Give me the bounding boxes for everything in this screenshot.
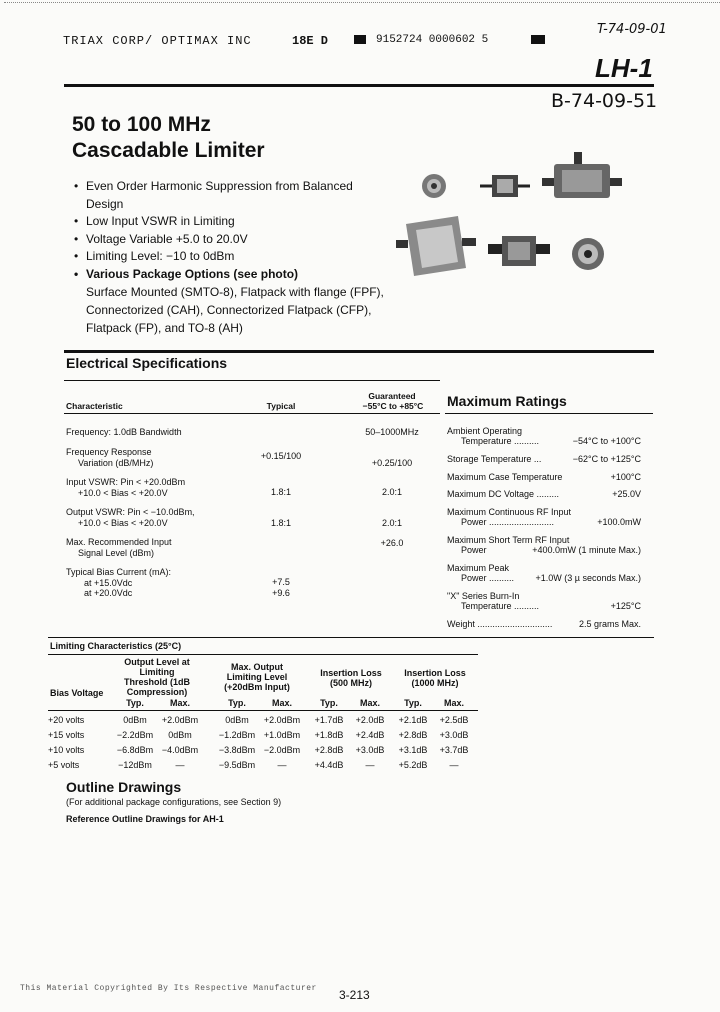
- max-output-max-cell: —: [277, 760, 287, 770]
- il1000-typ-cell: +2.8dB: [398, 730, 428, 740]
- spec-guaranteed: +0.25/100: [371, 458, 413, 468]
- rating-label: Power ..........................: [461, 517, 555, 527]
- il500-max-cell: +2.0dB: [355, 715, 385, 725]
- barcode-number: 9152724 0000602 5: [376, 34, 489, 46]
- spec-label: at +20.0Vdc: [84, 588, 133, 598]
- bias-voltage-cell: +15 volts: [48, 730, 85, 740]
- threshold-max-cell: —: [175, 760, 185, 770]
- page-number: 3-213: [339, 988, 370, 1002]
- package-line: Connectorized (CAH), Connectorized Flatpack (CFP),: [86, 303, 372, 317]
- rating-value: −62°C to +125°C: [572, 454, 641, 464]
- rating-row: [447, 472, 641, 482]
- company-name: TRIAX CORP/ OPTIMAX INC: [63, 34, 252, 48]
- section-rule-thin: [64, 380, 440, 381]
- spec-label: +10.0 < Bias < +20.0V: [78, 487, 168, 498]
- spec-label: Input VSWR: Pin < +20.0dBm: [66, 477, 186, 487]
- rating-label: Weight ..............................: [447, 619, 553, 629]
- feature-item: • Even Order Harmonic Suppression from Balanced Design: [74, 178, 374, 213]
- threshold-max-cell: 0dBm: [168, 730, 192, 740]
- rating-label: Power ..........: [461, 573, 515, 583]
- barcode-mark-left: [354, 35, 366, 44]
- feature-item: • Voltage Variable +5.0 to 20.0V: [74, 231, 374, 249]
- max-output-typ-cell: −1.2dBm: [218, 730, 256, 740]
- section-rule: [64, 350, 654, 353]
- spec-guaranteed: 50–1000MHz: [365, 427, 419, 437]
- feature-item: • Various Package Options (see photo): [74, 266, 374, 284]
- rating-label: Maximum Case Temperature: [447, 472, 563, 482]
- il1000-max-cell: +2.5dB: [439, 715, 469, 725]
- threshold-typ-cell: −6.8dBm: [116, 745, 154, 755]
- col-typ: Typ.: [320, 698, 338, 708]
- spec-label: Signal Level (dBm): [78, 547, 155, 558]
- rating-row: [447, 563, 641, 583]
- col-max: Max.: [271, 698, 292, 708]
- rating-value: +1.0W (3 µ seconds Max.): [535, 573, 641, 583]
- spec-label: +10.0 < Bias < +20.0V: [78, 517, 168, 528]
- rating-label: Maximum Peak: [447, 563, 510, 573]
- product-title-line2: Cascadable Limiter: [72, 139, 265, 162]
- il500-max-cell: +3.0dB: [355, 745, 385, 755]
- threshold-typ-cell: 0dBm: [123, 715, 147, 725]
- rating-label: Maximum Short Term RF Input: [447, 535, 570, 545]
- flatpack-package-icon: [480, 175, 530, 197]
- max-output-max-cell: +2.0dBm: [263, 715, 301, 725]
- il500-typ-cell: +4.4dB: [314, 760, 344, 770]
- limiting-heading: Limiting Characteristics (25°C): [50, 641, 182, 651]
- bias-voltage-cell: +5 volts: [48, 760, 80, 770]
- cfp-package-icon: [488, 236, 550, 266]
- spec-label: Typical Bias Current (mA):: [66, 567, 172, 577]
- rating-value: +400.0mW (1 minute Max.): [532, 545, 641, 555]
- rating-label: "X" Series Burn-In: [447, 591, 520, 601]
- rating-row: [447, 489, 641, 499]
- rating-label: Temperature ..........: [461, 436, 540, 446]
- scan-noise-top: [4, 2, 720, 9]
- col-guaranteed: Guaranteed: [368, 391, 416, 401]
- handwritten-code-top: T-74-09-01: [597, 22, 667, 37]
- package-line: Flatpack (FP), and TO-8 (AH): [86, 321, 243, 335]
- rating-row: [447, 454, 641, 464]
- threshold-max-cell: +2.0dBm: [161, 715, 199, 725]
- max-output-typ-cell: 0dBm: [225, 715, 249, 725]
- package-line: Surface Mounted (SMTO-8), Flatpack with flange (FPF),: [86, 285, 384, 299]
- threshold-max-cell: −4.0dBm: [161, 745, 199, 755]
- il500-typ-cell: +1.8dB: [314, 730, 344, 740]
- threshold-typ-cell: −2.2dBm: [116, 730, 154, 740]
- col-bias-voltage: Bias Voltage: [50, 688, 104, 698]
- col-typ: Typ.: [228, 698, 246, 708]
- copyright-notice: This Material Copyrighted By Its Respective Manufacturer: [20, 984, 317, 993]
- handwritten-code-sub: B-74-09-51: [551, 90, 658, 112]
- rating-value: +125°C: [610, 601, 641, 611]
- package-photo: [396, 148, 656, 288]
- spec-label: Frequency: 1.0dB Bandwidth: [66, 427, 182, 437]
- rating-label: Maximum Continuous RF Input: [447, 507, 572, 517]
- connectorized-package-icon: [542, 152, 622, 198]
- col-group-max-output: Max. Output Limiting Level (+20dBm Input): [224, 662, 290, 692]
- spec-label: Frequency Response: [66, 447, 152, 457]
- limiting-header-rule: [48, 710, 478, 711]
- col-guaranteed-range: −55°C to +85°C: [362, 401, 424, 411]
- limiting-top-rule: [48, 637, 654, 638]
- il1000-typ-cell: +5.2dB: [398, 760, 428, 770]
- model-number: LH-1: [595, 53, 653, 83]
- rating-label: Power: [461, 545, 487, 555]
- spec-label: Variation (dB/MHz): [78, 457, 154, 468]
- table-header-rule: [64, 413, 440, 414]
- rating-label: Storage Temperature ...: [447, 454, 542, 464]
- spec-typical: +7.5 +9.6: [272, 577, 290, 598]
- rating-row: [447, 619, 641, 629]
- rating-label: Ambient Operating: [447, 426, 523, 436]
- il500-typ-cell: +1.7dB: [314, 715, 344, 725]
- spec-guaranteed: 2.0:1: [381, 487, 403, 497]
- col-max: Max.: [169, 698, 190, 708]
- rating-value: +100°C: [610, 472, 641, 482]
- max-output-max-cell: +1.0dBm: [263, 730, 301, 740]
- spec-label: at +15.0Vdc: [84, 577, 133, 588]
- col-group-threshold: Output Level at Limiting Threshold (1dB Compression): [123, 657, 190, 697]
- outline-note: (For additional package configurations, see Section 9): [66, 797, 282, 807]
- limiting-heading-rule: [48, 654, 478, 655]
- barcode-mark-right: [531, 35, 545, 44]
- threshold-typ-cell: −12dBm: [118, 760, 152, 770]
- il500-max-cell: +2.4dB: [355, 730, 385, 740]
- rating-value: +100.0mW: [597, 517, 641, 527]
- spec-label: Max. Recommended Input: [66, 537, 172, 547]
- rating-value: +25.0V: [612, 489, 641, 499]
- electrical-heading: Electrical Specifications: [66, 355, 228, 371]
- spec-typical: +0.15/100: [260, 451, 302, 461]
- rating-row: [447, 535, 641, 555]
- col-group-insertion-1000: Insertion Loss (1000 MHz): [404, 668, 466, 688]
- product-title-line1: 50 to 100 MHz: [72, 113, 211, 136]
- il500-typ-cell: +2.8dB: [314, 745, 344, 755]
- rating-value: −54°C to +100°C: [572, 436, 641, 446]
- flange-package-icon: [396, 216, 476, 276]
- il1000-max-cell: +3.0dB: [439, 730, 469, 740]
- spec-guaranteed: 2.0:1: [381, 518, 403, 528]
- header-rule: [64, 84, 654, 87]
- document-code: 18E D: [292, 34, 329, 48]
- feature-item: • Limiting Level: −10 to 0dBm: [74, 248, 374, 266]
- col-max: Max.: [443, 698, 464, 708]
- max-ratings-rule: [445, 413, 653, 414]
- il500-max-cell: —: [365, 760, 375, 770]
- to8-package-icon: [422, 174, 446, 198]
- max-output-max-cell: −2.0dBm: [263, 745, 301, 755]
- feature-list: [74, 178, 374, 284]
- spec-label: Output VSWR: Pin < −10.0dBm,: [66, 507, 195, 517]
- bias-voltage-cell: +10 volts: [48, 745, 85, 755]
- max-output-typ-cell: −3.8dBm: [218, 745, 256, 755]
- rating-row: [447, 591, 641, 611]
- rating-label: Temperature ..........: [461, 601, 540, 611]
- max-output-typ-cell: −9.5dBm: [218, 760, 256, 770]
- col-characteristic: Characteristic: [66, 401, 123, 411]
- il1000-max-cell: —: [449, 760, 459, 770]
- outline-reference: Reference Outline Drawings for AH-1: [66, 814, 224, 824]
- il1000-typ-cell: +2.1dB: [398, 715, 428, 725]
- rating-value: 2.5 grams Max.: [578, 619, 641, 629]
- feature-item: • Low Input VSWR in Limiting: [74, 213, 374, 231]
- bias-voltage-cell: +20 volts: [48, 715, 85, 725]
- col-typ: Typ.: [404, 698, 422, 708]
- rating-row: [447, 426, 641, 446]
- col-max: Max.: [359, 698, 380, 708]
- col-typ: Typ.: [126, 698, 144, 708]
- col-typical: Typical: [266, 401, 296, 411]
- outline-heading: Outline Drawings: [66, 779, 182, 795]
- rating-label: Maximum DC Voltage .........: [447, 489, 560, 499]
- spec-typical: 1.8:1: [270, 487, 292, 497]
- smto8-package-icon: [572, 238, 604, 270]
- col-group-insertion-500: Insertion Loss (500 MHz): [320, 668, 382, 688]
- il1000-typ-cell: +3.1dB: [398, 745, 428, 755]
- rating-row: [447, 507, 641, 527]
- spec-guaranteed: +26.0: [380, 538, 404, 548]
- max-ratings-heading: Maximum Ratings: [447, 393, 567, 409]
- spec-typical: 1.8:1: [270, 518, 292, 528]
- il1000-max-cell: +3.7dB: [439, 745, 469, 755]
